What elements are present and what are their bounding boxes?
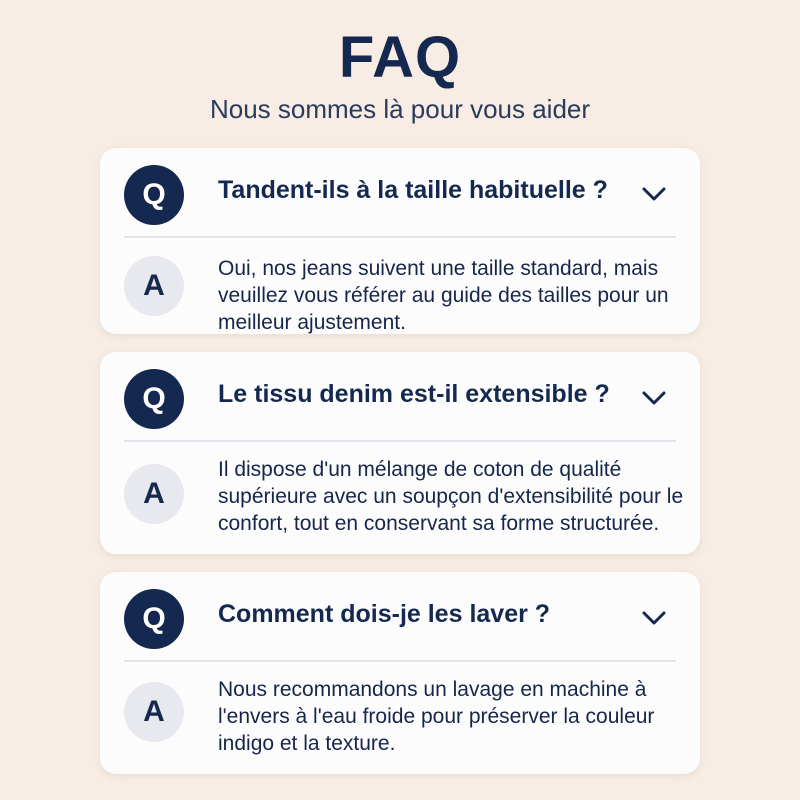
- faq-item-2: [100, 352, 700, 554]
- faq-answer-text: Oui, nos jeans suivent une taille standard, mais veuillez vous référer au guide des tailles pour un meilleur ajustement.: [218, 257, 669, 334]
- chevron-down-icon[interactable]: [640, 608, 668, 628]
- question-badge: Q: [124, 589, 184, 649]
- answer-badge: A: [124, 256, 184, 316]
- faq-question-text: Comment dois-je les laver ?: [218, 600, 551, 628]
- chevron-down-icon[interactable]: [640, 388, 668, 408]
- faq-answer-text: Nous recommandons un lavage en machine à l'envers à l'eau froide pour préserver la couleur indigo et la texture.: [218, 678, 655, 755]
- faq-question-row-2[interactable]: [100, 352, 700, 440]
- question-badge: Q: [124, 165, 184, 225]
- faq-item-3: [100, 572, 700, 774]
- faq-question-text: Le tissu denim est-il extensible ?: [218, 380, 610, 408]
- faq-question-row-1[interactable]: [100, 148, 700, 236]
- page-subtitle: Nous sommes là pour vous aider: [209, 94, 591, 124]
- faq-question-text: Tandent-ils à la taille habituelle ?: [218, 176, 608, 204]
- divider: [124, 236, 676, 238]
- page-title: FAQ: [338, 25, 462, 90]
- answer-badge: A: [124, 464, 184, 524]
- question-badge: Q: [124, 369, 184, 429]
- faq-item-1: [100, 148, 700, 334]
- divider: [124, 660, 676, 662]
- answer-badge: A: [124, 682, 184, 742]
- faq-question-row-3[interactable]: [100, 572, 700, 660]
- faq-answer-text: Il dispose d'un mélange de coton de qualité supérieure avec un soupçon d'extensibilité pour le confort, tout en conservant sa forme structurée.: [218, 458, 684, 535]
- divider: [124, 440, 676, 442]
- chevron-down-icon[interactable]: [640, 184, 668, 204]
